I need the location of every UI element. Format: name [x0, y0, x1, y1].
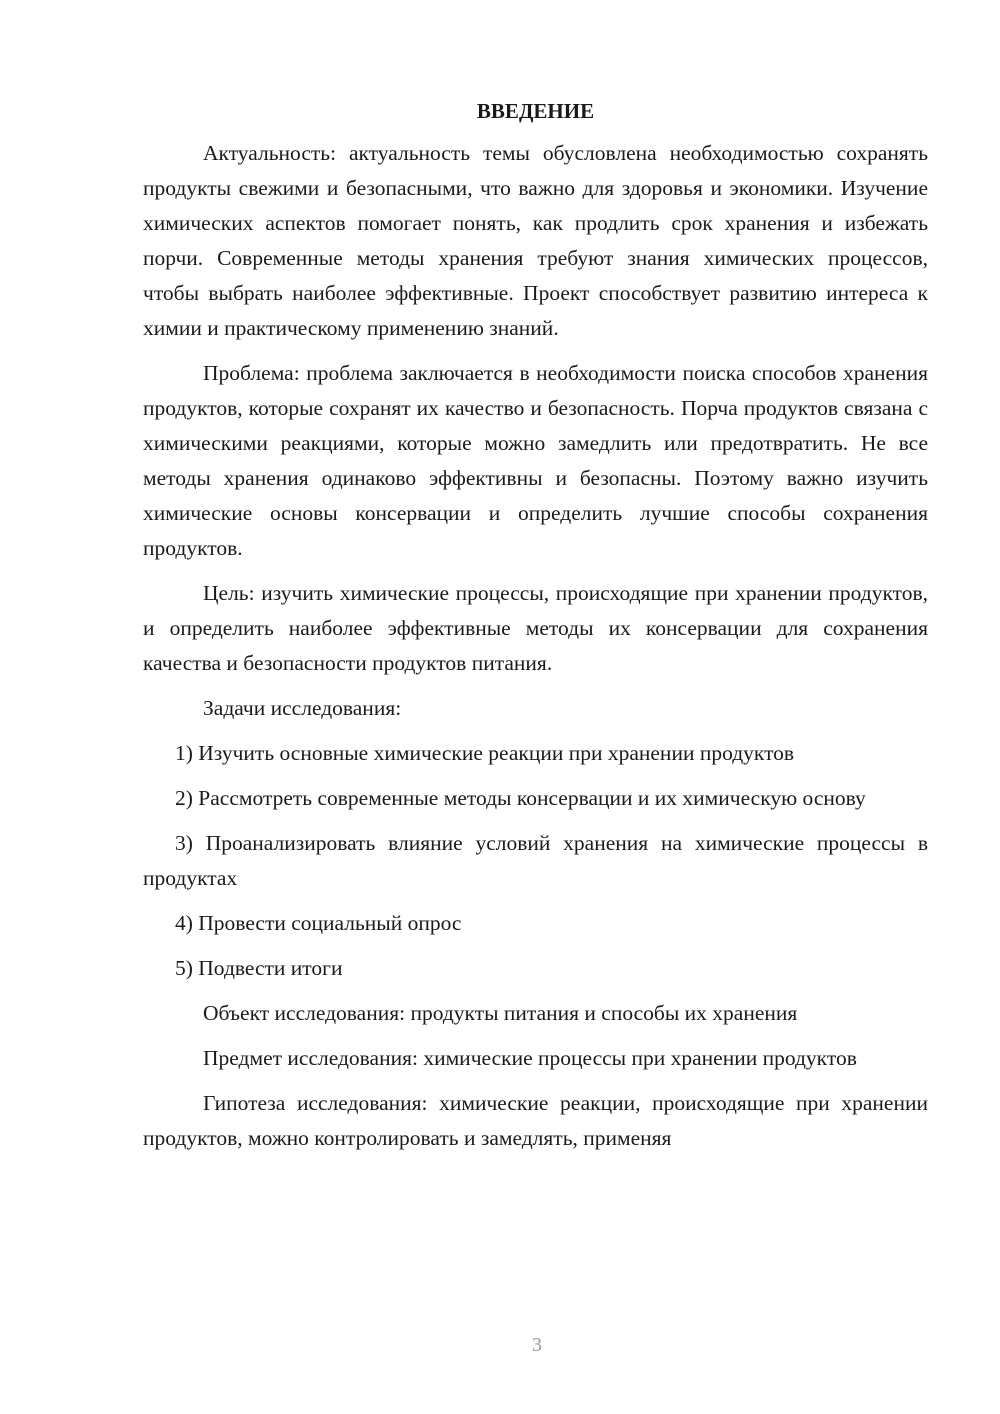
relevance-paragraph: Актуальность: актуальность темы обусловлена необходимостью сохранять продукты свежими и безопасными, что важно для здоровья и экономики. Изучение химических аспектов помогает понять, как продлить срок хранения и избежать порчи. Современные методы хранения требуют знания химических процессов, чтобы выбрать наиболее эффективные. Проект способствует развитию интереса к химии и практическому применению знаний. — [143, 141, 928, 340]
subject-paragraph: Предмет исследования: химические процессы при хранении продуктов — [203, 1046, 857, 1070]
hypothesis-paragraph: Гипотеза исследования: химические реакции, происходящие при хранении продуктов, можно контролировать и замедлять, применяя — [143, 1091, 928, 1150]
task-item-3: 3) Проанализировать влияние условий хранения на химические процессы в продуктах — [143, 831, 928, 890]
goal-paragraph: Цель: изучить химические процессы, происходящие при хранении продуктов, и определить наиболее эффективные методы их консервации для сохранения качества и безопасности продуктов питания. — [143, 581, 928, 675]
page-number: 3 — [532, 1334, 542, 1356]
task-item-4: 4) Провести социальный опрос — [175, 911, 462, 935]
tasks-heading: Задачи исследования: — [203, 696, 402, 720]
task-item-1: 1) Изучить основные химические реакции при хранении продуктов — [175, 741, 795, 765]
task-item-5: 5) Подвести итоги — [175, 956, 343, 980]
object-paragraph: Объект исследования: продукты питания и способы их хранения — [203, 1001, 798, 1025]
problem-paragraph: Проблема: проблема заключается в необходимости поиска способов хранения продуктов, которые сохранят их качество и безопасность. Порча продуктов связана с химическими реакциями, которые можно замедлить или предотвратить. Не все методы хранения одинаково эффективны и безопасны. Поэтому важно изучить химические основы консервации и определить лучшие способы сохранения продуктов. — [143, 361, 928, 560]
task-item-2: 2) Рассмотреть современные методы консервации и их химическую основу — [175, 786, 866, 810]
section-title: ВВЕДЕНИЕ — [476, 99, 595, 123]
document-body — [143, 96, 928, 1166]
